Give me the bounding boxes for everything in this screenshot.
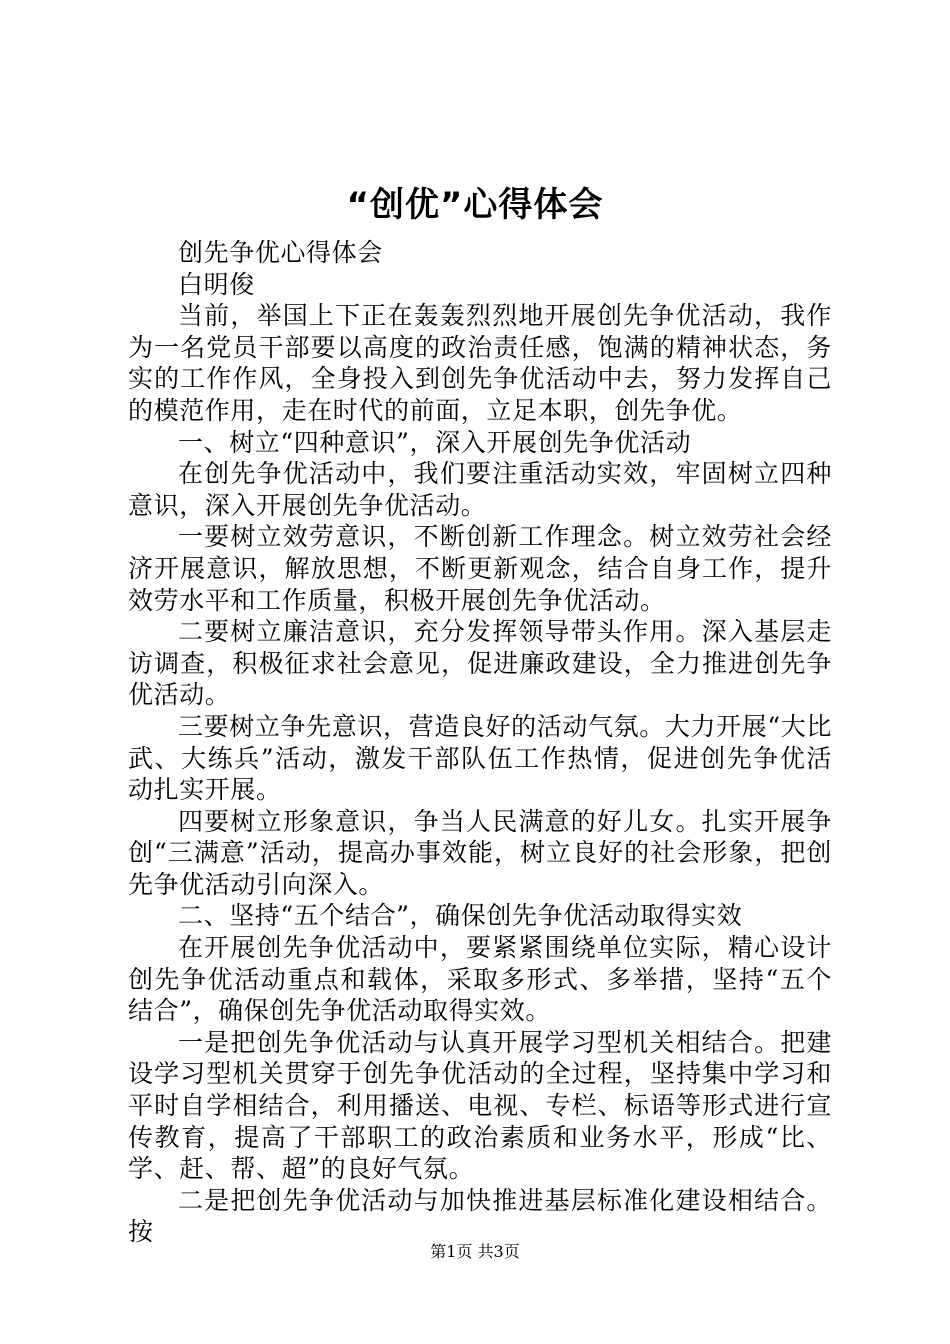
body-paragraph: 一要树立效劳意识，不断创新工作理念。树立效劳社会经济开展意识，解放思想，不断更新观念，结合自身工作，提升效劳水平和工作质量，积极开展创先争优活动。 [128, 522, 832, 615]
body-paragraph: 当前，举国上下正在轰轰烈烈地开展创先争优活动，我作为一名党员干部要以高度的政治责任感，饱满的精神状态，务实的工作作风，全身投入到创先争优活动中去，努力发挥自己的模范作用，走在时代的前面，立足本职，创先争优。 [128, 301, 832, 425]
body-paragraph: 三要树立争先意识，营造良好的活动气氛。大力开展“大比武、大练兵”活动，激发干部队伍工作热情，促进创先争优活动扎实开展。 [128, 711, 832, 805]
body-paragraph: 二是把创先争优活动与加快推进基层标准化建设相结合。按 [128, 1185, 832, 1247]
body-paragraph: 二要树立廉洁意识，充分发挥领导带头作用。深入基层走访调查，积极征求社会意见，促进廉政建设，全力推进创先争优活动。 [128, 617, 832, 710]
document-body [128, 237, 832, 1248]
author-paragraph: 白明俊 [178, 269, 255, 299]
document-title: “创优”心得体会 [346, 185, 604, 225]
body-paragraph: 在开展创先争优活动中，要紧紧围绕单位实际，精心设计创先争优活动重点和载体，采取多形式、多举措，坚持“五个结合”，确保创先争优活动取得实效。 [128, 933, 832, 1026]
body-paragraph: 在创先争优活动中，我们要注重活动实效，牢固树立四种意识，深入开展创先争优活动。 [128, 459, 832, 520]
section-heading: 二、坚持“五个结合”，确保创先争优活动取得实效 [178, 901, 743, 931]
page-footer: 第1页 共3页 [430, 1242, 520, 1261]
body-paragraph: 四要树立形象意识，争当人民满意的好儿女。扎实开展争创“三满意”活动，提高办事效能，树立良好的社会形象，把创先争优活动引向深入。 [128, 806, 832, 899]
subtitle-paragraph: 创先争优心得体会 [178, 238, 383, 267]
body-paragraph: 一是把创先争优活动与认真开展学习型机关相结合。把建设学习型机关贯穿于创先争优活动的全过程，坚持集中学习和平时自学相结合，利用播送、电视、专栏、标语等形式进行宣传教育，提高了干部职工的政治素质和业务水平，形成“比、学、赶、帮、超”的良好气氛。 [128, 1027, 832, 1184]
section-heading: 一、树立“四种意识”，深入开展创先争优活动 [178, 427, 692, 457]
